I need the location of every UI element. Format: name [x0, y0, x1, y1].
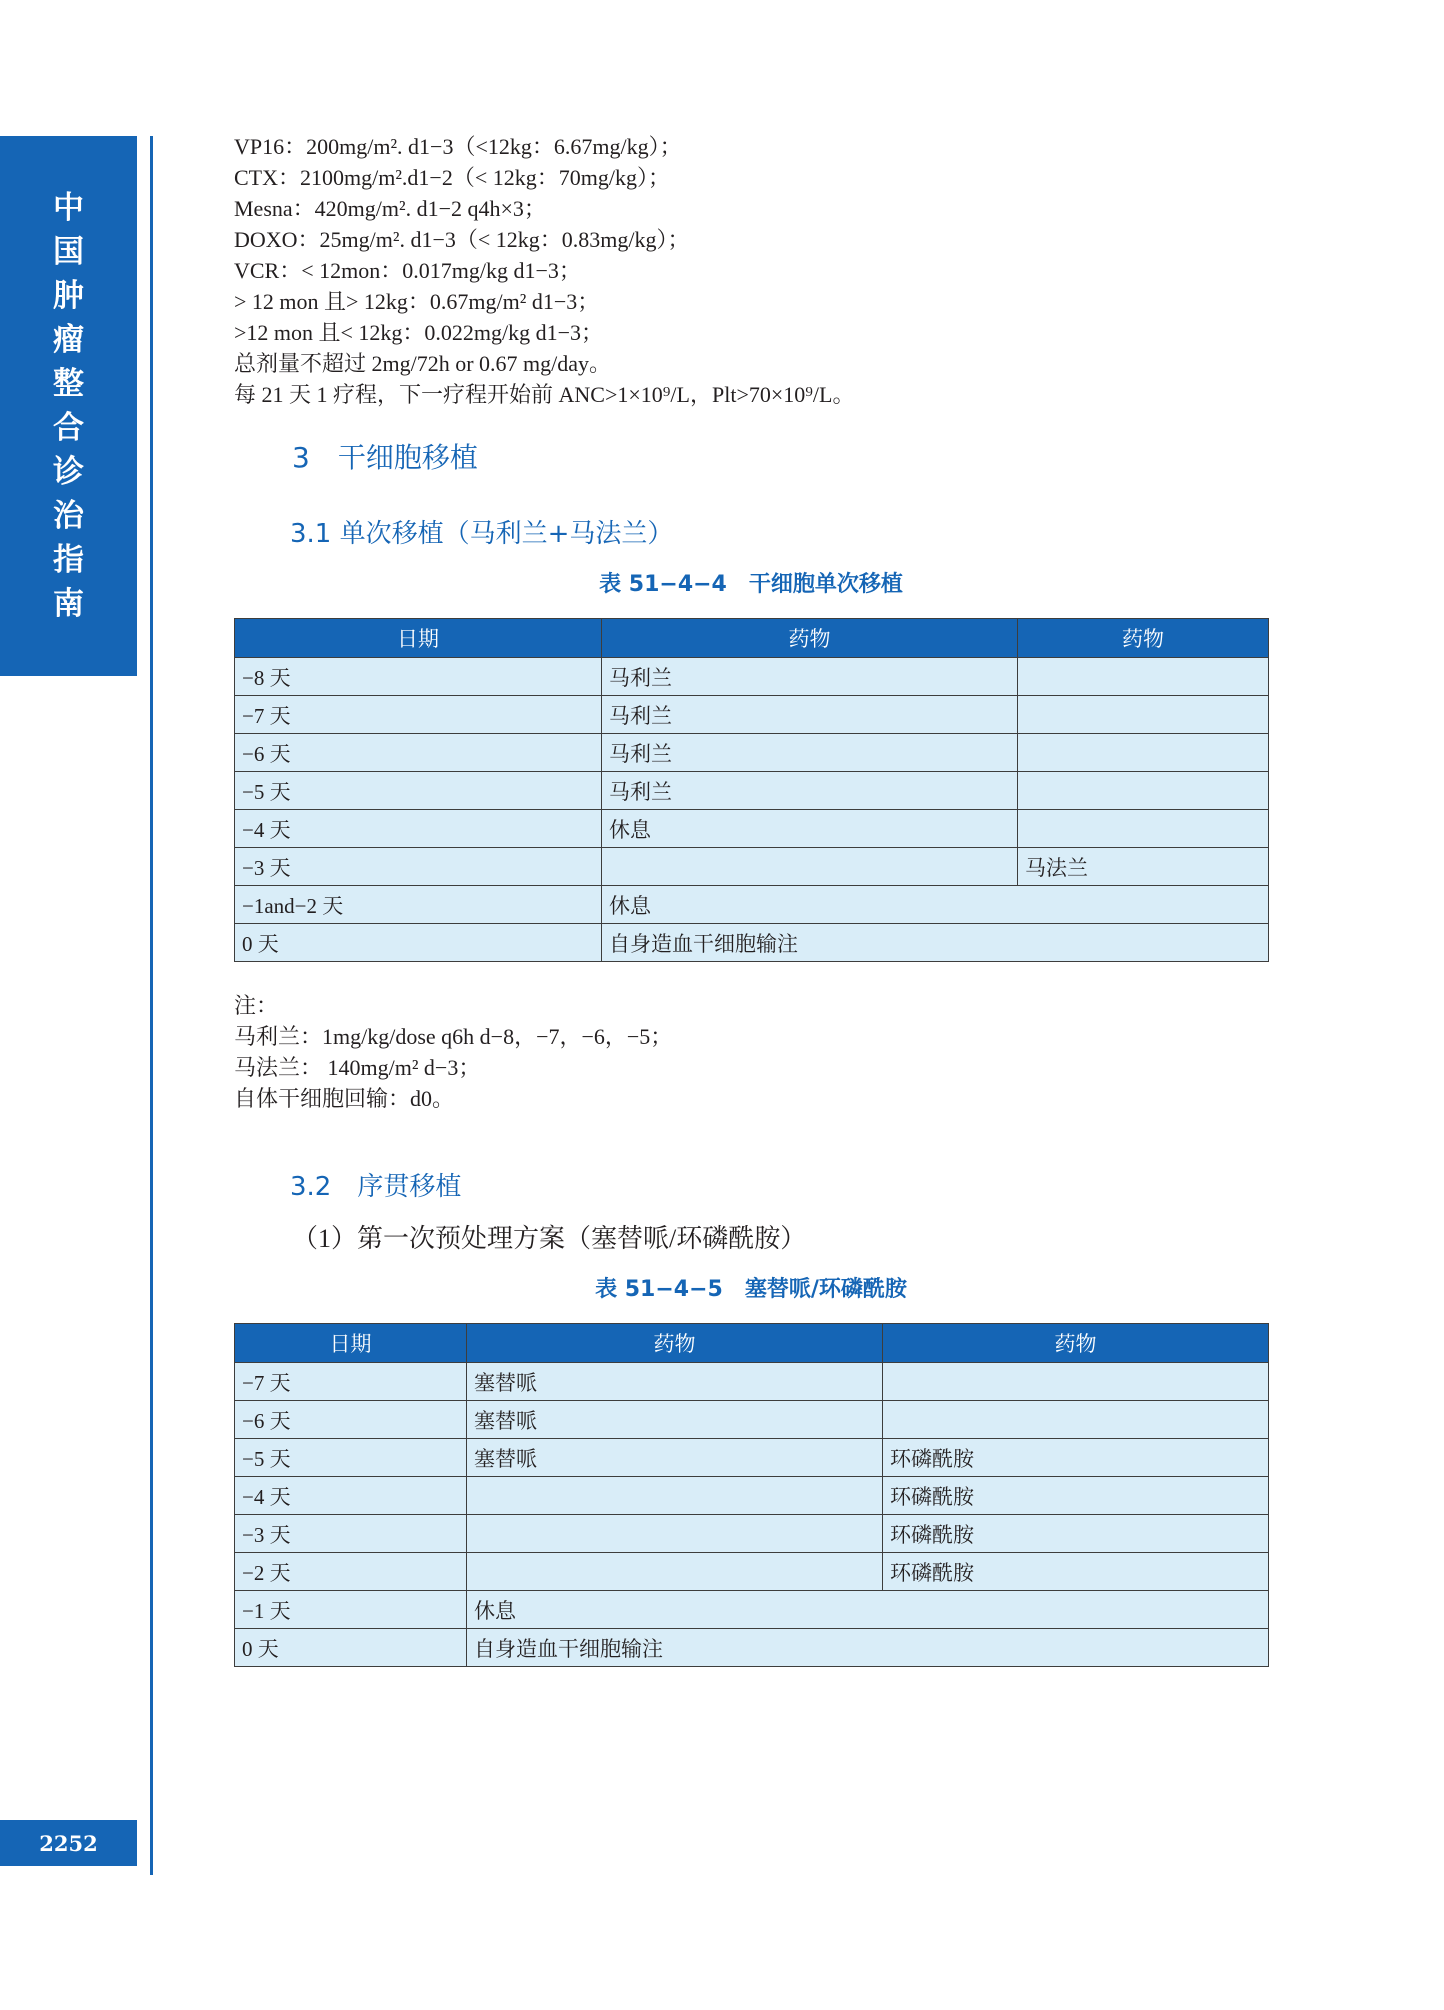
table-cell: −6 天 — [235, 1401, 467, 1439]
table-row — [235, 848, 1269, 886]
column-header: 日期 — [235, 619, 602, 658]
side-tab-char: 国 — [53, 234, 84, 270]
regimen-line: Mesna：420mg/m². d1−2 q4h×3； — [234, 196, 546, 221]
side-tab — [0, 136, 137, 676]
table-cell: −2 天 — [235, 1553, 467, 1591]
table-caption: 表 51−4−5 塞替哌/环磷酰胺 — [595, 1277, 907, 1302]
regimen-line: >12 mon 且< 12kg：0.022mg/kg d1−3； — [234, 320, 604, 345]
table-cell: 0 天 — [235, 1629, 467, 1667]
table-cell: 休息 — [602, 810, 1018, 848]
table-cell: 环磷酰胺 — [883, 1439, 1269, 1477]
table-cell: 马利兰 — [602, 734, 1018, 772]
table-row — [235, 924, 1269, 962]
regimen-line: DOXO：25mg/m². d1−3（< 12kg：0.83mg/kg）； — [234, 227, 690, 252]
column-header: 药物 — [602, 619, 1018, 658]
table-cell: 0 天 — [235, 924, 602, 962]
column-header: 药物 — [883, 1324, 1269, 1363]
table-cell: −4 天 — [235, 810, 602, 848]
table-cell — [467, 1553, 883, 1591]
table-row — [235, 734, 1269, 772]
column-header: 日期 — [235, 1324, 467, 1363]
table-cell — [1018, 658, 1269, 696]
table-cell: 塞替哌 — [467, 1363, 883, 1401]
table-cell — [602, 848, 1018, 886]
table-cell — [467, 1515, 883, 1553]
table-cell: −5 天 — [235, 772, 602, 810]
regimen-line: VCR：< 12mon：0.017mg/kg d1−3； — [234, 258, 581, 283]
note-line: 自体干细胞回输：d0。 — [234, 1086, 455, 1111]
table-cell: 马法兰 — [1018, 848, 1269, 886]
table-cell — [1018, 696, 1269, 734]
table-cell: −6 天 — [235, 734, 602, 772]
table-notes — [234, 990, 672, 1114]
side-tab-char: 中 — [53, 190, 84, 226]
table-cell: 环磷酰胺 — [883, 1477, 1269, 1515]
regimen-line: CTX：2100mg/m².d1−2（< 12kg：70mg/kg）； — [234, 165, 670, 190]
table-cell — [883, 1363, 1269, 1401]
table-cell — [467, 1477, 883, 1515]
table-cell: 环磷酰胺 — [883, 1515, 1269, 1553]
sequential-transplant-table — [234, 1323, 1269, 1667]
table-row — [235, 810, 1269, 848]
table-cell — [1018, 734, 1269, 772]
table-row — [235, 1553, 1269, 1591]
side-tab-char: 指 — [53, 542, 84, 578]
table-cell — [883, 1401, 1269, 1439]
table-cell — [1018, 772, 1269, 810]
page-number: 2252 — [0, 1820, 137, 1866]
table-cell: −1 天 — [235, 1591, 467, 1629]
table-row — [235, 696, 1269, 734]
table-row — [235, 1401, 1269, 1439]
table-row — [235, 1363, 1269, 1401]
margin-rule — [150, 136, 153, 1875]
side-tab-char: 合 — [53, 410, 84, 446]
note-line: 注： — [234, 993, 279, 1018]
side-tab-char: 治 — [53, 498, 84, 534]
table-row — [235, 1477, 1269, 1515]
table-cell: 自身造血干细胞输注 — [467, 1629, 1269, 1667]
table-cell: −5 天 — [235, 1439, 467, 1477]
side-tab-char: 整 — [53, 366, 84, 402]
table-caption: 表 51−4−4 干细胞单次移植 — [599, 572, 903, 597]
table-cell: 休息 — [467, 1591, 1269, 1629]
table-cell: −8 天 — [235, 658, 602, 696]
table-cell: 自身造血干细胞输注 — [602, 924, 1269, 962]
table-row — [235, 1515, 1269, 1553]
regimen-line: 总剂量不超过 2mg/72h or 0.67 mg/day。 — [234, 351, 612, 376]
table-cell: −7 天 — [235, 696, 602, 734]
table-cell: 塞替哌 — [467, 1439, 883, 1477]
table-header-row — [235, 1324, 1269, 1363]
table-cell: 休息 — [602, 886, 1269, 924]
subsection-heading: 3.1 单次移植（马利兰+马法兰） — [290, 519, 674, 549]
table-cell — [1018, 810, 1269, 848]
side-tab-char: 瘤 — [53, 322, 84, 358]
table-cell: 马利兰 — [602, 696, 1018, 734]
table-row — [235, 772, 1269, 810]
regimen-line: > 12 mon 且> 12kg：0.67mg/m² d1−3； — [234, 289, 600, 314]
note-line: 马法兰： 140mg/m² d−3； — [234, 1055, 481, 1080]
table-cell: −7 天 — [235, 1363, 467, 1401]
table-row — [235, 1591, 1269, 1629]
table-cell: 马利兰 — [602, 772, 1018, 810]
side-tab-char: 南 — [53, 586, 84, 622]
subsection-heading: 3.2 序贯移植 — [290, 1172, 462, 1202]
regimen-text — [234, 131, 854, 410]
table-cell: −1and−2 天 — [235, 886, 602, 924]
regimen-heading: （1）第一次预处理方案（塞替哌/环磷酰胺） — [292, 1224, 807, 1253]
section-heading: 3 干细胞移植 — [292, 441, 478, 474]
table-cell: −3 天 — [235, 848, 602, 886]
table-cell: 马利兰 — [602, 658, 1018, 696]
table-cell: −3 天 — [235, 1515, 467, 1553]
table-row — [235, 886, 1269, 924]
column-header: 药物 — [1018, 619, 1269, 658]
column-header: 药物 — [467, 1324, 883, 1363]
side-tab-char: 诊 — [53, 454, 84, 490]
table-row — [235, 1439, 1269, 1477]
side-tab-char: 肿 — [53, 278, 84, 314]
table-header-row — [235, 619, 1269, 658]
regimen-line: 每 21 天 1 疗程，下一疗程开始前 ANC>1×10⁹/L，Plt>70×10⁹/L。 — [234, 382, 855, 407]
regimen-line: VP16：200mg/m². d1−3（<12kg：6.67mg/kg）； — [234, 134, 682, 159]
table-row — [235, 1629, 1269, 1667]
single-transplant-table — [234, 618, 1269, 962]
table-row — [235, 658, 1269, 696]
table-cell: 环磷酰胺 — [883, 1553, 1269, 1591]
note-line: 马利兰：1mg/kg/dose q6h d−8，−7，−6，−5； — [234, 1024, 673, 1049]
table-cell: 塞替哌 — [467, 1401, 883, 1439]
table-cell: −4 天 — [235, 1477, 467, 1515]
